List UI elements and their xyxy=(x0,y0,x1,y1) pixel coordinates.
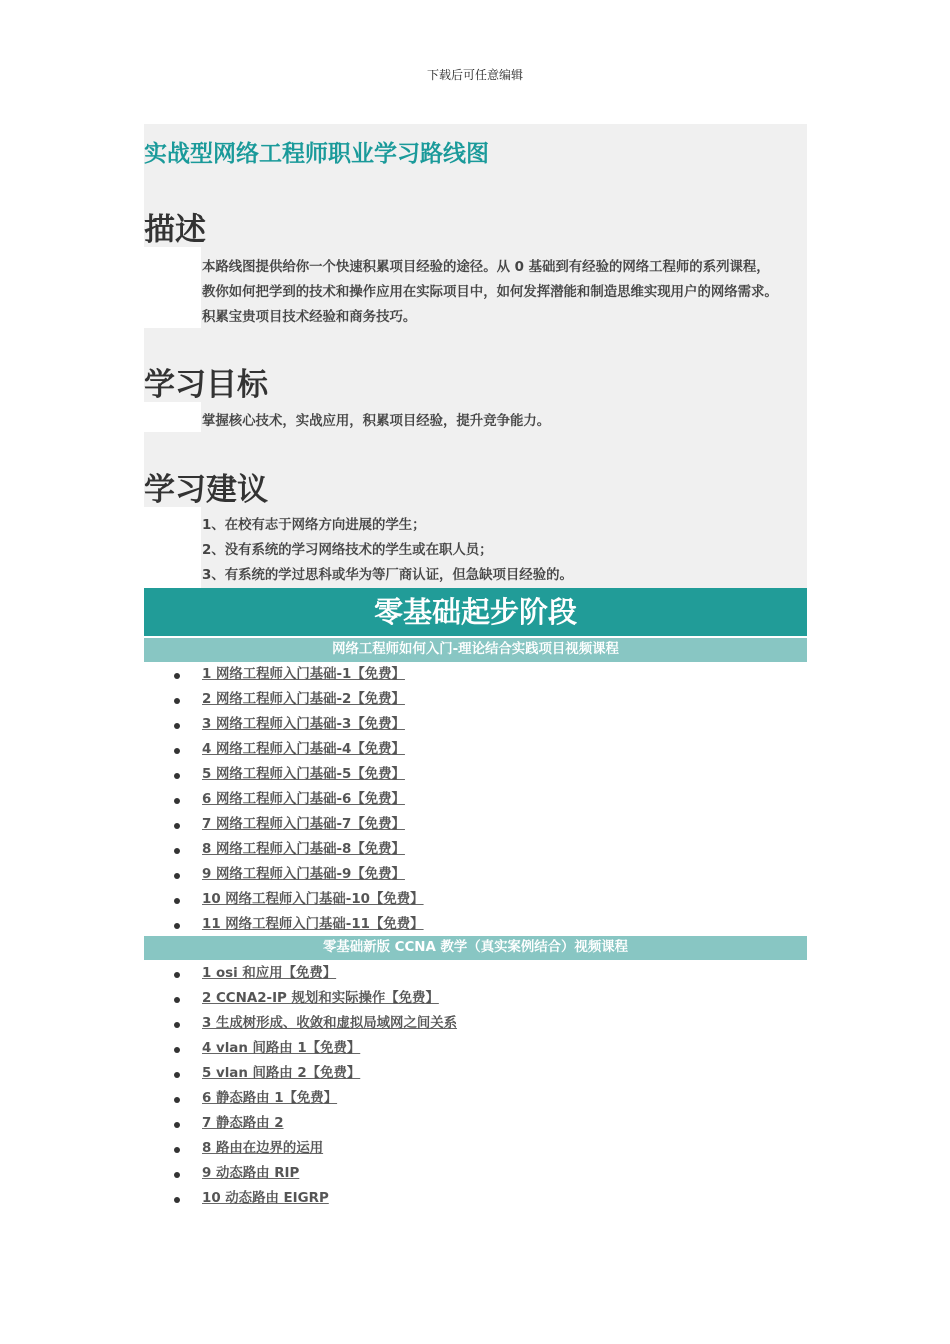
section-heading-goals: 学习目标 xyxy=(144,367,268,403)
list-item xyxy=(174,986,457,1011)
course-link[interactable]: 6 网络工程师入门基础-6【免费】 xyxy=(202,792,405,807)
course-link[interactable]: 9 动态路由 RIP xyxy=(202,1166,300,1181)
advice-list xyxy=(202,513,573,588)
goals-paragraph xyxy=(202,409,550,434)
description-line: 本路线图提供给你一个快速积累项目经验的途径。从 0 基础到有经验的网络工程师的系列课程， xyxy=(202,260,770,275)
bullet-icon xyxy=(174,698,180,704)
list-item xyxy=(174,961,457,986)
course-link[interactable]: 11 网络工程师入门基础-11【免费】 xyxy=(202,917,424,932)
course-link[interactable]: 8 路由在边界的运用 xyxy=(202,1141,324,1156)
list-item xyxy=(174,687,424,712)
goals-line: 掌握核心技术，实战应用，积累项目经验，提升竞争能力。 xyxy=(202,414,551,429)
list-item xyxy=(174,862,424,887)
course-link[interactable]: 5 vlan 间路由 2【免费】 xyxy=(202,1066,361,1081)
bullet-icon xyxy=(174,1022,180,1028)
list-item xyxy=(174,1011,457,1036)
bullet-icon xyxy=(174,673,180,679)
list-item xyxy=(174,1186,457,1211)
list-item xyxy=(174,1036,457,1061)
list-item xyxy=(174,787,424,812)
advice-item: 2、没有系统的学习网络技术的学生或在职人员； xyxy=(202,543,493,558)
list-item xyxy=(174,712,424,737)
course-link[interactable]: 3 生成树形成、收敛和虚拟局域网之间关系 xyxy=(202,1016,458,1031)
course-link-list xyxy=(174,961,457,1211)
page-title: 实战型网络工程师职业学习路线图 xyxy=(144,141,489,167)
course-link[interactable]: 6 静态路由 1【免费】 xyxy=(202,1091,338,1106)
course-link[interactable]: 9 网络工程师入门基础-9【免费】 xyxy=(202,867,405,882)
list-item xyxy=(174,762,424,787)
course-link[interactable]: 10 网络工程师入门基础-10【免费】 xyxy=(202,892,424,907)
course-link[interactable]: 2 CCNA2-IP 规划和实际操作【免费】 xyxy=(202,991,439,1006)
description-line: 教你如何把学到的技术和操作应用在实际项目中，如何发挥潜能和制造思维实现用户的网络需求。 xyxy=(202,285,778,300)
bullet-icon xyxy=(174,773,180,779)
section-heading-description: 描述 xyxy=(144,212,206,248)
course-link[interactable]: 4 网络工程师入门基础-4【免费】 xyxy=(202,742,405,757)
advice-item: 1、在校有志于网络方向进展的学生； xyxy=(202,518,426,533)
advice-item: 3、有系统的学过思科或华为等厂商认证，但急缺项目经验的。 xyxy=(202,568,573,583)
panel-indent xyxy=(144,507,201,588)
course-link[interactable]: 1 osi 和应用【免费】 xyxy=(202,966,337,981)
stage-banner: 零基础起步阶段 xyxy=(144,588,807,636)
course-link[interactable]: 4 vlan 间路由 1【免费】 xyxy=(202,1041,361,1056)
section-heading-advice: 学习建议 xyxy=(144,472,268,508)
header-note: 下载后可任意编辑 xyxy=(426,68,523,82)
list-item xyxy=(174,737,424,762)
list-item xyxy=(174,1161,457,1186)
bullet-icon xyxy=(174,997,180,1003)
panel-indent xyxy=(144,247,201,328)
bullet-icon xyxy=(174,723,180,729)
course-title-bar: 零基础新版 CCNA 教学（真实案例结合）视频课程 xyxy=(144,936,807,960)
bullet-icon xyxy=(174,898,180,904)
list-item xyxy=(174,1111,457,1136)
bullet-icon xyxy=(174,1072,180,1078)
course-link[interactable]: 7 静态路由 2 xyxy=(202,1116,284,1131)
list-item xyxy=(174,662,424,687)
bullet-icon xyxy=(174,1147,180,1153)
list-item xyxy=(174,1136,457,1161)
bullet-icon xyxy=(174,823,180,829)
course-title-bar: 网络工程师如何入门-理论结合实践项目视频课程 xyxy=(144,638,807,662)
course-link[interactable]: 10 动态路由 EIGRP xyxy=(202,1191,329,1206)
course-link[interactable]: 3 网络工程师入门基础-3【免费】 xyxy=(202,717,405,732)
list-item xyxy=(174,812,424,837)
bullet-icon xyxy=(174,923,180,929)
description-paragraph xyxy=(202,255,778,330)
list-item xyxy=(174,837,424,862)
bullet-icon xyxy=(174,1097,180,1103)
bullet-icon xyxy=(174,972,180,978)
bullet-icon xyxy=(174,798,180,804)
course-link[interactable]: 2 网络工程师入门基础-2【免费】 xyxy=(202,692,405,707)
course-link[interactable]: 1 网络工程师入门基础-1【免费】 xyxy=(202,667,405,682)
bullet-icon xyxy=(174,1197,180,1203)
course-link[interactable]: 7 网络工程师入门基础-7【免费】 xyxy=(202,817,405,832)
bullet-icon xyxy=(174,1122,180,1128)
list-item xyxy=(174,1086,457,1111)
panel-indent xyxy=(144,402,201,432)
bullet-icon xyxy=(174,748,180,754)
bullet-icon xyxy=(174,848,180,854)
course-link[interactable]: 5 网络工程师入门基础-5【免费】 xyxy=(202,767,405,782)
description-line: 积累宝贵项目技术经验和商务技巧。 xyxy=(202,310,417,325)
course-link-list xyxy=(174,662,424,937)
bullet-icon xyxy=(174,1047,180,1053)
bullet-icon xyxy=(174,873,180,879)
list-item xyxy=(174,1061,457,1086)
list-item xyxy=(174,912,424,937)
course-link[interactable]: 8 网络工程师入门基础-8【免费】 xyxy=(202,842,405,857)
list-item xyxy=(174,887,424,912)
bullet-icon xyxy=(174,1172,180,1178)
